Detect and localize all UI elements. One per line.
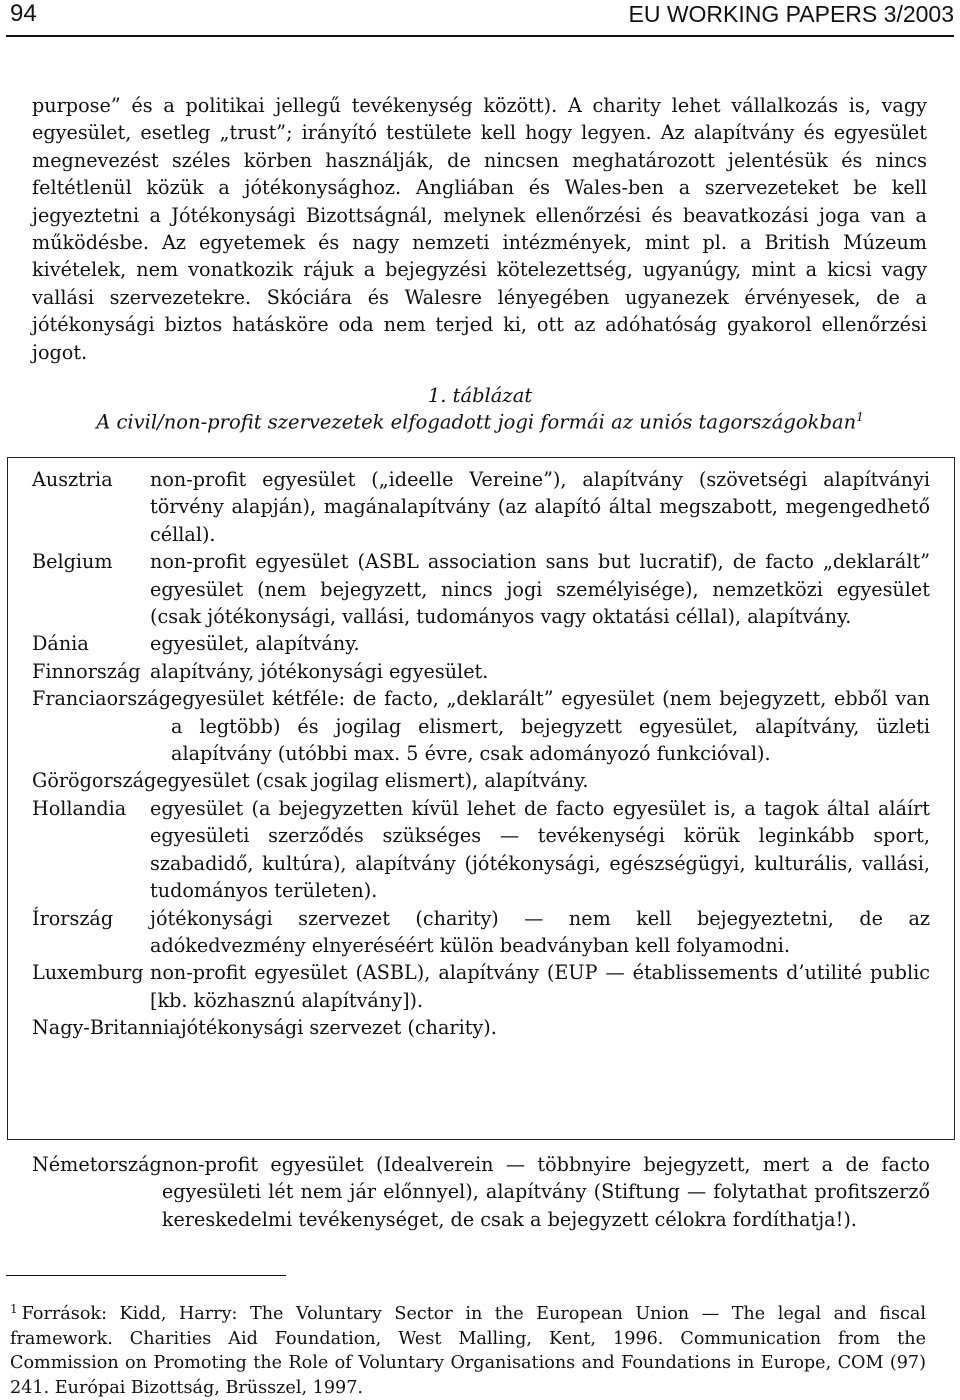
table-row	[32, 658, 930, 685]
footnote-text: Források: Kidd, Harry: The Voluntary Sector in the European Union — The legal and fiscal framework. Charities Aid Foundation, West Malling, Kent, 1996. Communication from the Commission on Promoting the Role of Voluntary Organisations and Foundations in Europe, COM (97) 241. Európai Bizottság, Brüsszel, 1997.	[10, 1304, 926, 1398]
row-country: Németország	[32, 1153, 162, 1176]
table-row	[32, 685, 930, 767]
row-country: Franciaország	[32, 687, 172, 711]
table-row	[32, 959, 930, 1014]
table-caption-text: A civil/non-profit szervezetek elfogadott jogi formái az uniós tagországokban	[96, 410, 857, 434]
footnote	[10, 1297, 926, 1400]
row-country: Ausztria	[32, 468, 113, 491]
footnote-rule	[6, 1275, 286, 1276]
table-row	[32, 548, 930, 630]
row-description: jótékonysági szervezet (charity).	[180, 1016, 497, 1040]
table-rows-continued	[32, 1151, 930, 1233]
row-country: Hollandia	[32, 796, 127, 820]
row-country: Görögország	[32, 769, 157, 793]
body-paragraph: purpose” és a politikai jellegű tevékenység között). A charity lehet vállalkozás is, vagy egyesület, esetleg „trust”; irányító testülete kell hogy legyen. Az alapítvány és egyesület megnevezést széles körben használják, de nincsen meghatározott jelentésük és nincs feltétlenül közük a jótékonysághoz. Angliában és Wales-ben a szervezeteket be kell jegyeztetni a Jótékonysági Bizottságnál, melynek ellenőrzési és beavatkozási joga van a működésbe. Az egyetemek és nagy nemzeti intézmények, mint pl. a British Múzeum kivételek, nem vonatkozik rájuk a bejegyzési kötelezettség, ugyanúgy, mint a kicsi vagy vallási szervezetekre. Skóciára és Walesre lényegében ugyanezek érvényesek, de a jótékonysági biztos hatásköre oda nem terjed ki, ott az adóhatóság gyakorol ellenőrzési jogot.	[32, 94, 927, 364]
row-description: non-profit egyesület („ideelle Vereine”), alapítvány (szövetségi alapítványi törvény alapján), magánalapítvány (az alapító által megszabott, megengedhető céllal).	[150, 468, 930, 546]
row-description: non-profit egyesület (ASBL), alapítvány (EUP — établissements d’utilité public [kb. közhasznú alapítvány]).	[150, 961, 930, 1012]
footnote-marker: 1	[10, 1302, 18, 1316]
table-row	[32, 795, 930, 905]
table-number: 1. táblázat	[427, 384, 533, 407]
row-description: alapítvány, jótékonysági egyesület.	[150, 659, 489, 683]
table-caption	[0, 410, 960, 434]
row-country: Belgium	[32, 550, 113, 574]
row-description: jótékonysági szervezet (charity) — nem kell bejegyeztetni, de az adókedvezmény elnyeréséért külön beadványban kell folyamodni.	[150, 906, 930, 957]
table-row	[32, 1151, 930, 1233]
row-description: egyesület (csak jogilag elismert), alapítvány.	[156, 769, 589, 793]
row-description: egyesület kétféle: de facto, „deklarált” egyesület (nem bejegyzett, ebből van a legtöbb) és jogilag elismert, bejegyzett egyesület, alapítvány, üzleti alapítvány (utóbbi max. 5 évre, csak adományozó funkcióval).	[171, 687, 930, 766]
table-row	[32, 905, 930, 960]
table-rows	[32, 466, 930, 1042]
table-row	[32, 1014, 930, 1041]
row-description: non-profit egyesület (ASBL association sans but lucratif), de facto „deklarált” egyesület (nem bejegyzett, nincs jogi személyisége), nemzetközi egyesület (csak jótékonysági, vallási, tudományos vagy oktatási céllal), alapítvány.	[150, 550, 930, 629]
page-header	[0, 0, 960, 42]
row-country: Finnország	[32, 659, 141, 683]
table-row	[32, 466, 930, 548]
table-row	[32, 630, 930, 657]
row-country: Dánia	[32, 632, 89, 656]
page-number: 94	[10, 0, 37, 27]
row-description: egyesület, alapítvány.	[150, 632, 360, 656]
row-country: Írország	[32, 906, 114, 930]
row-country: Luxemburg	[32, 961, 144, 985]
running-title: EU WORKING PAPERS 3/2003	[628, 1, 954, 27]
table-row	[32, 767, 930, 794]
row-country: Nagy-Britannia	[32, 1016, 181, 1040]
header-rule	[6, 35, 954, 37]
table-caption-footnote-ref: 1	[856, 410, 864, 424]
row-description: egyesület (a bejegyzetten kívül lehet de facto egyesület is, a tagok által aláírt egyesületi szerződés szükséges — tevékenységi körük leginkább sport, szabadidő, kultúra), alapítvány (jótékonysági, egészségügyi, kulturális, vallási, tudományos területen).	[150, 796, 930, 903]
row-description: non-profit egyesület (Idealverein — többnyire bejegyzett, mert a de facto egyesületi lét nem jár előnnyel), alapítvány (Stiftung — folytathat profitszerző kereskedelmi tevékenységet, de csak a bejegyzett célokra fordíthatja!).	[161, 1153, 930, 1231]
